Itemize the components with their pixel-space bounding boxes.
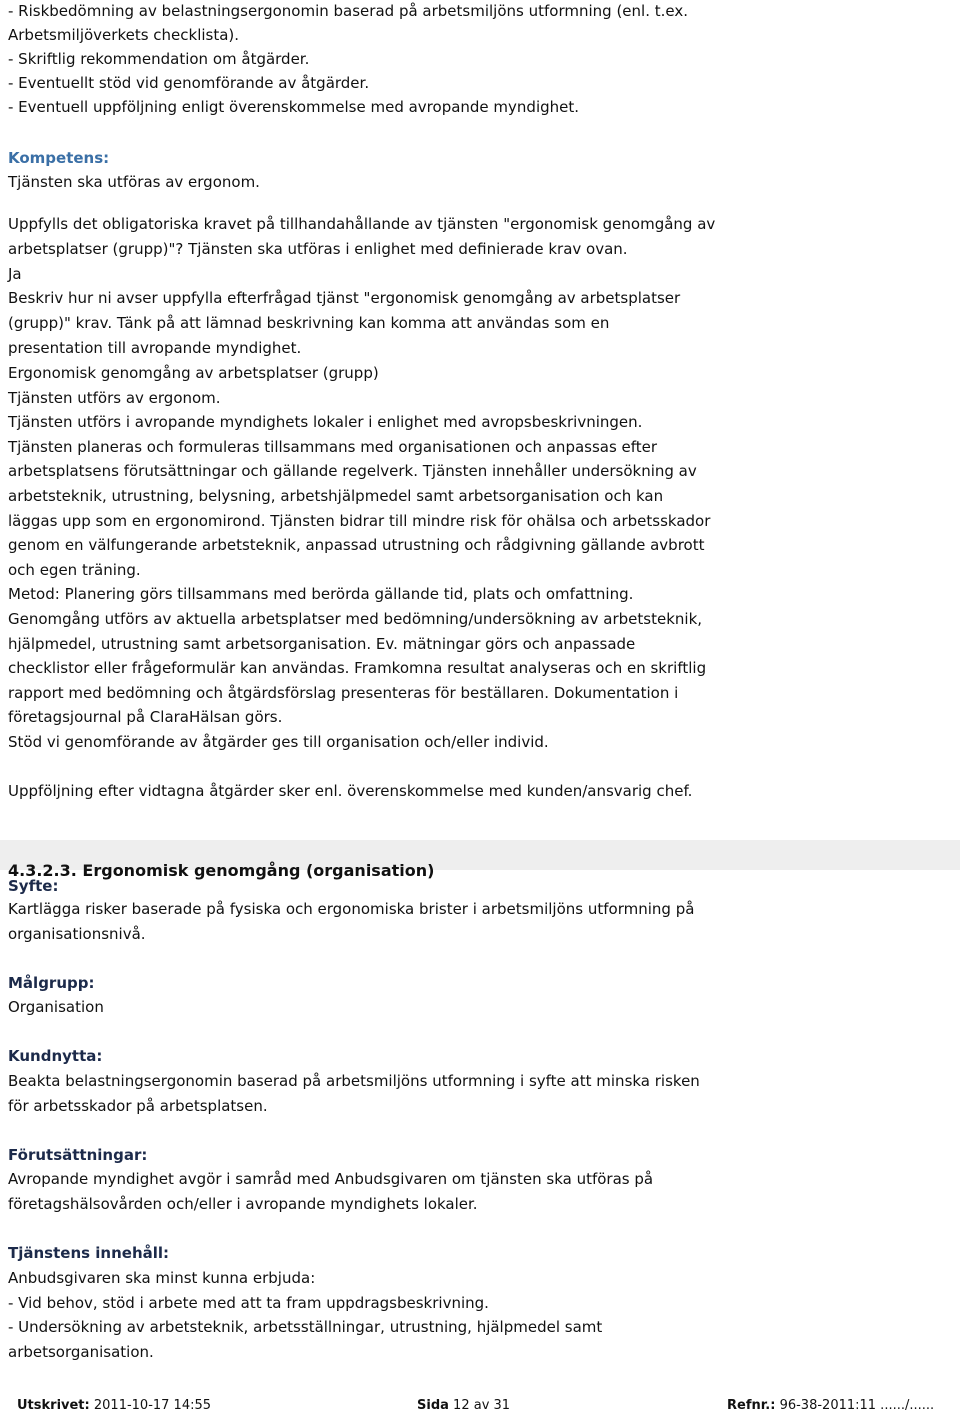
kompetens-text: Tjänsten ska utföras av ergonom. <box>8 173 260 191</box>
description-line: Metod: Planering görs tillsammans med berörda gällande tid, plats och omfattning. <box>8 585 634 603</box>
innehall-label: Tjänstens innehåll: <box>8 1244 170 1262</box>
description-line: och egen träning. <box>8 561 141 579</box>
malgrupp-label: Målgrupp: <box>8 974 95 992</box>
description-line: Genomgång utförs av aktuella arbetsplatser med bedömning/undersökning av arbetsteknik, <box>8 610 703 628</box>
description-line: företagsjournal på ClaraHälsan görs. <box>8 708 283 726</box>
intro-line: - Riskbedömning av belastningsergonomin baserad på arbetsmiljöns utformning (enl. t.ex. <box>8 2 688 20</box>
syfte-line: Kartlägga risker baserade på fysiska och ergonomiska brister i arbetsmiljöns utformning på <box>8 900 695 918</box>
section-title: 4.3.2.3. Ergonomisk genomgång (organisation) <box>8 861 435 880</box>
innehall-line: - Undersökning av arbetsteknik, arbetsställningar, utrustning, hjälpmedel samt <box>8 1318 603 1336</box>
footer-ref-label: Refnr.: <box>727 1398 776 1413</box>
kundnytta-line: Beakta belastningsergonomin baserad på arbetsmiljöns utformning i syfte att minska risken <box>8 1072 700 1090</box>
description-line: arbetsteknik, utrustning, belysning, arbetshjälpmedel samt arbetsorganisation och kan <box>8 487 664 505</box>
description-line: arbetsplatsens förutsättningar och gällande regelverk. Tjänsten innehåller undersökning av <box>8 462 697 480</box>
intro-line: - Eventuell uppföljning enligt överenskommelse med avropande myndighet. <box>8 98 580 116</box>
describe-line: Beskriv hur ni avser uppfylla efterfrågad tjänst "ergonomisk genomgång av arbetsplatser <box>8 289 681 307</box>
intro-line: Arbetsmiljöverkets checklista). <box>8 26 240 44</box>
forutsattningar-line: företagshälsovården och/eller i avropande myndighets lokaler. <box>8 1195 478 1213</box>
description-line: Tjänsten utförs i avropande myndighets lokaler i enlighet med avropsbeskrivningen. <box>8 413 643 431</box>
description-line: hjälpmedel, utrustning samt arbetsorganisation. Ev. mätningar görs och anpassade <box>8 635 636 653</box>
page-footer <box>0 1398 960 1414</box>
intro-line: - Skriftlig rekommendation om åtgärder. <box>8 50 310 68</box>
kundnytta-line: för arbetsskador på arbetsplatsen. <box>8 1097 268 1115</box>
describe-line: presentation till avropande myndighet. <box>8 339 302 357</box>
innehall-line: arbetsorganisation. <box>8 1343 154 1361</box>
forutsattningar-line: Avropande myndighet avgör i samråd med Anbudsgivaren om tjänsten ska utföras på <box>8 1170 654 1188</box>
forutsattningar-label: Förutsättningar: <box>8 1146 148 1164</box>
intro-line: - Eventuellt stöd vid genomförande av åtgärder. <box>8 74 370 92</box>
description-line: Ergonomisk genomgång av arbetsplatser (grupp) <box>8 364 379 382</box>
requirement-line: Uppfylls det obligatoriska kravet på tillhandahållande av tjänsten "ergonomisk genomgång av <box>8 215 716 233</box>
footer-printed-label: Utskrivet: <box>17 1398 90 1413</box>
footer-printed-value: 2011-10-17 14:55 <box>93 1398 212 1413</box>
syfte-line: organisationsnivå. <box>8 925 146 943</box>
description-line: Tjänsten utförs av ergonom. <box>8 389 221 407</box>
followup-text: Uppföljning efter vidtagna åtgärder sker enl. överenskommelse med kunden/ansvarig chef. <box>8 782 693 800</box>
footer-printed <box>17 1398 211 1414</box>
footer-ref-value: 96-38-2011:11 ....../...... <box>779 1398 935 1413</box>
footer-ref <box>727 1398 934 1414</box>
footer-page-value: 12 av 31 <box>453 1398 511 1413</box>
description-line: checklistor eller frågeformulär kan användas. Framkomna resultat analyseras och en skriftlig <box>8 659 707 677</box>
innehall-line: - Vid behov, stöd i arbete med att ta fram uppdragsbeskrivning. <box>8 1294 489 1312</box>
footer-page-label: Sida <box>417 1398 449 1413</box>
answer-text: Ja <box>8 265 22 283</box>
kompetens-label: Kompetens: <box>8 149 110 167</box>
description-line: genom en välfungerande arbetsteknik, anpassad utrustning och rådgivning gällande avbrott <box>8 536 705 554</box>
syfte-label: Syfte: <box>8 877 59 895</box>
kundnytta-label: Kundnytta: <box>8 1047 103 1065</box>
description-line: läggas upp som en ergonomirond. Tjänsten bidrar till mindre risk för ohälsa och arbetsskador <box>8 512 711 530</box>
description-line: rapport med bedömning och åtgärdsförslag presenteras för beställaren. Dokumentation i <box>8 684 679 702</box>
description-line: Tjänsten planeras och formuleras tillsammans med organisationen och anpassas efter <box>8 438 658 456</box>
description-line: Stöd vi genomförande av åtgärder ges till organisation och/eller individ. <box>8 733 549 751</box>
innehall-line: Anbudsgivaren ska minst kunna erbjuda: <box>8 1269 316 1287</box>
requirement-line: arbetsplatser (grupp)"? Tjänsten ska utföras i enlighet med definierade krav ovan. <box>8 240 628 258</box>
malgrupp-text: Organisation <box>8 998 104 1016</box>
footer-page <box>417 1398 510 1414</box>
describe-line: (grupp)" krav. Tänk på att lämnad beskrivning kan komma att användas som en <box>8 314 610 332</box>
